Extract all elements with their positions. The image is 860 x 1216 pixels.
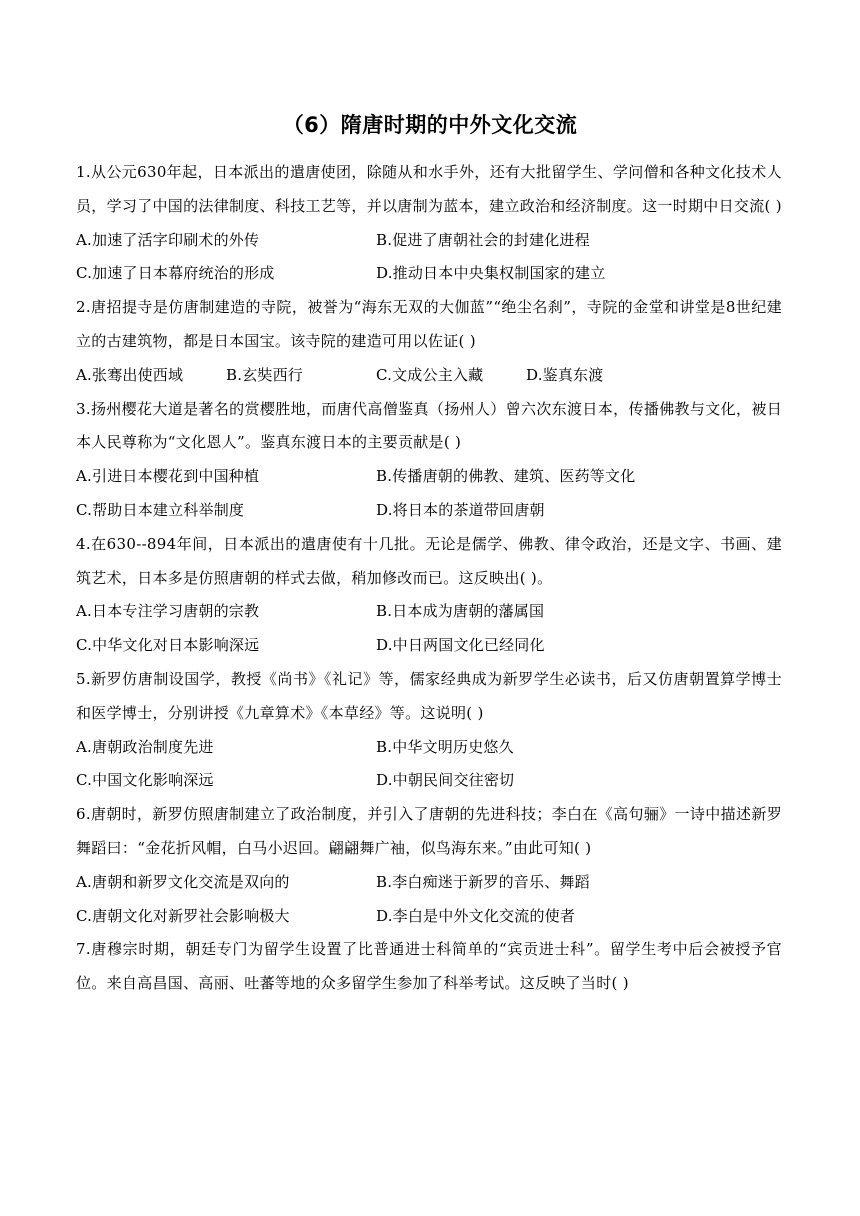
option-b: B.玄奘西行 (226, 365, 303, 384)
question-4 (76, 528, 782, 663)
option-b: B.促进了唐朝社会的封建化进程 (376, 230, 590, 249)
question-stem: 2.唐招提寺是仿唐制建造的寺院，被誉为“海东无双的大伽蓝”“绝尘名刹”，寺院的金堂和讲堂是8世纪建立的古建筑物，都是日本国宝。该寺院的建造可用以佐证( ) (76, 298, 782, 350)
option-d: D.李白是中外文化交流的使者 (376, 906, 576, 925)
option-b: B.李白痴迷于新罗的音乐、舞蹈 (376, 872, 590, 891)
option-c: C.中国文化影响深远 (76, 771, 214, 790)
option-a: A.张骞出使西域 (76, 365, 184, 384)
question-stem: 4.在630--894年间，日本派出的遣唐使有十几批。无论是儒学、佛教、律令政治，还是文字、书画、建筑艺术，日本多是仿照唐朝的样式去做，稍加修改而已。这反映出( )。 (76, 534, 782, 587)
question-7 (76, 933, 782, 1001)
option-a: A.唐朝政治制度先进 (76, 737, 214, 756)
option-d: D.中日两国文化已经同化 (376, 636, 545, 655)
options-grid (76, 224, 782, 292)
option-c: C.文成公主入藏 (376, 365, 484, 384)
options-grid (76, 460, 782, 528)
option-a: A.加速了活字印刷术的外传 (76, 230, 260, 249)
option-c: C.帮助日本建立科举制度 (76, 500, 245, 519)
question-5 (76, 663, 782, 798)
question-stem: 6.唐朝时，新罗仿照唐制建立了政治制度，并引入了唐朝的先进科技；李白在《高句骊》一诗中描述新罗舞蹈曰：“金花折风帽，白马小迟回。翩翩舞广袖，似鸟海东来。”由此可知( ) (76, 805, 782, 857)
option-b: B.中华文明历史悠久 (376, 737, 514, 756)
options-grid (76, 731, 782, 799)
question-3 (76, 393, 782, 528)
option-c: C.加速了日本幕府统治的形成 (76, 264, 275, 283)
question-6 (76, 798, 782, 933)
option-b: B.传播唐朝的佛教、建筑、医药等文化 (376, 467, 636, 486)
option-d: D.中朝民间交往密切 (376, 771, 515, 790)
options-grid (76, 595, 782, 663)
question-list (76, 156, 782, 1001)
option-a: A.唐朝和新罗文化交流是双向的 (76, 872, 290, 891)
question-1 (76, 156, 782, 291)
option-c: C.中华文化对日本影响深远 (76, 636, 260, 655)
options-grid (76, 866, 782, 934)
option-d: D.鉴真东渡 (526, 365, 604, 384)
question-stem: 5.新罗仿唐制设国学，教授《尚书》《礼记》等，儒家经典成为新罗学生必读书，后又仿唐朝置算学博士和医学博士，分别讲授《九章算术》《本草经》等。这说明( ) (76, 669, 782, 722)
option-d: D.推动日本中央集权制国家的建立 (376, 264, 606, 283)
options-row (76, 359, 782, 393)
question-stem: 1.从公元630年起，日本派出的遣唐使团，除随从和水手外，还有大批留学生、学问僧和各种文化技术人员，学习了中国的法律制度、科技工艺等，并以唐制为蓝本，建立政治和经济制度。这一时期中日交流( ) (76, 163, 782, 215)
option-c: C.唐朝文化对新罗社会影响极大 (76, 906, 290, 925)
question-stem: 3.扬州樱花大道是著名的赏樱胜地，而唐代高僧鉴真（扬州人）曾六次东渡日本，传播佛教与文化，被日本人民尊称为“文化恩人”。鉴真东渡日本的主要贡献是( ) (76, 399, 782, 452)
question-stem: 7.唐穆宗时期，朝廷专门为留学生设置了比普通进士科简单的“宾贡进士科”。留学生考中后会被授予官位。来自高昌国、高丽、吐蕃等地的众多留学生参加了科举考试。这反映了当时( ) (76, 940, 782, 993)
option-b: B.日本成为唐朝的藩属国 (376, 602, 545, 621)
option-a: A.日本专注学习唐朝的宗教 (76, 602, 260, 621)
option-a: A.引进日本樱花到中国种植 (76, 467, 260, 486)
option-d: D.将日本的茶道带回唐朝 (376, 500, 545, 519)
page-title: （6）隋唐时期的中外文化交流 (282, 113, 578, 137)
question-2 (76, 291, 782, 392)
